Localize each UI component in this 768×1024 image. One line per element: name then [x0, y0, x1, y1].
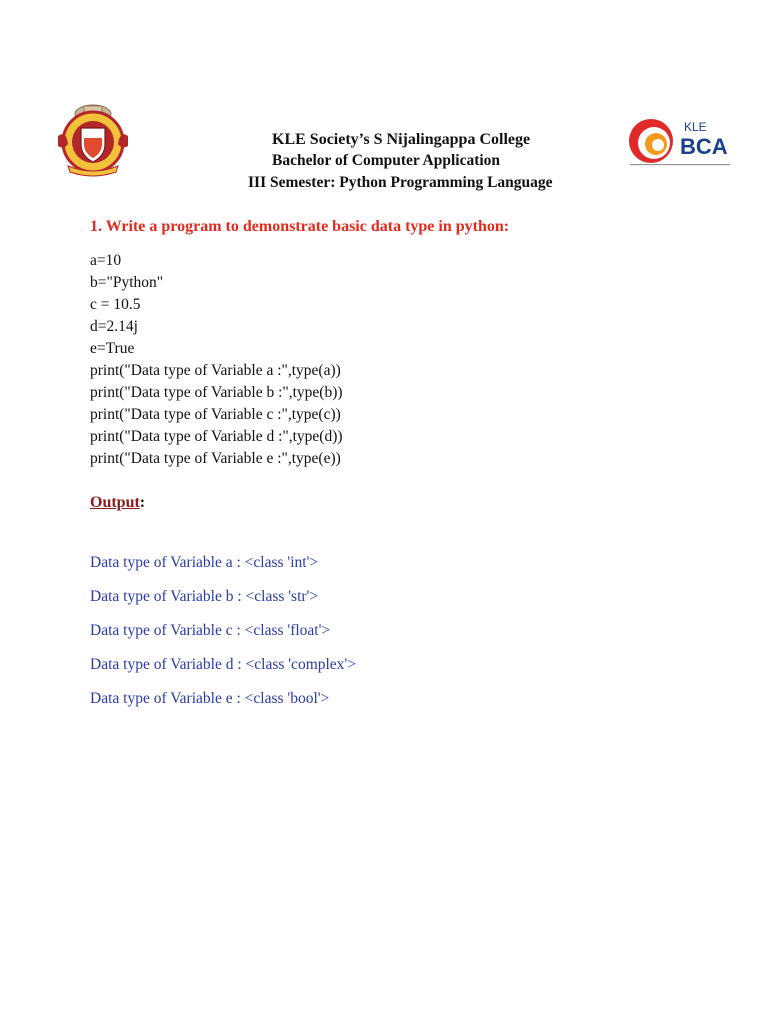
college-crest-icon: [54, 100, 132, 180]
output-heading: [90, 494, 145, 512]
output-line: Data type of Variable d : <class 'complex'>: [90, 656, 356, 673]
semester-subject: III Semester: Python Programming Language: [248, 174, 553, 191]
code-line: b="Python": [90, 274, 164, 291]
code-line: print("Data type of Variable b :",type(b)): [90, 384, 343, 401]
output-line: Data type of Variable b : <class 'str'>: [90, 588, 319, 605]
code-line: print("Data type of Variable e :",type(e)): [90, 450, 341, 467]
code-block: [90, 250, 343, 470]
college-name: KLE Society’s S Nijalingappa College: [272, 131, 531, 148]
kle-bca-logo: [626, 116, 736, 174]
code-line: a=10: [90, 252, 122, 269]
program-name: Bachelor of Computer Application: [272, 152, 501, 169]
code-line: print("Data type of Variable c :",type(c)): [90, 406, 341, 423]
svg-text:BCA: BCA: [680, 134, 728, 159]
code-line: c = 10.5: [90, 296, 141, 313]
code-line: print("Data type of Variable a :",type(a)): [90, 362, 341, 379]
college-crest-logo: [54, 100, 132, 180]
output-heading-colon: :: [139, 494, 146, 511]
code-line: e=True: [90, 340, 135, 357]
output-line: Data type of Variable e : <class 'bool'>: [90, 690, 330, 707]
svg-text:KLE: KLE: [684, 120, 707, 134]
code-line: d=2.14j: [90, 318, 138, 335]
question-title: 1. Write a program to demonstrate basic data type in python:: [90, 218, 510, 235]
output-line: Data type of Variable c : <class 'float'>: [90, 622, 331, 639]
output-heading-label: Output: [90, 494, 140, 511]
output-line: Data type of Variable a : <class 'int'>: [90, 554, 319, 571]
code-line: print("Data type of Variable d :",type(d)): [90, 428, 343, 445]
kle-bca-logo-icon: [626, 116, 736, 174]
output-block: [90, 546, 356, 716]
